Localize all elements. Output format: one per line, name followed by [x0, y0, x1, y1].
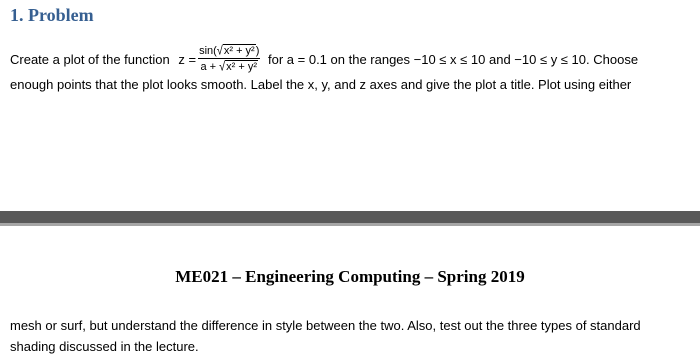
section-heading: 1. Problem	[10, 5, 94, 25]
line1-suffix: for a = 0.1 on the ranges −10 ≤ x ≤ 10 and −10 ≤ y ≤ 10. Choose	[268, 51, 639, 67]
fraction-numerator	[198, 44, 260, 58]
sin-close: )	[255, 45, 260, 57]
problem-text-line-3: mesh or surf, but understand the difference in style between the two. Also, test out the three types of standard	[10, 318, 641, 333]
problem-text-line-4: shading discussed in the lecture.	[10, 339, 199, 354]
equation-fraction	[198, 44, 260, 73]
denominator-radicand: x² + y²	[226, 61, 258, 73]
page-header-title: ME021 – Engineering Computing – Spring 2019	[175, 267, 525, 286]
sin-label: sin(	[199, 45, 217, 57]
denominator-a: a +	[200, 61, 220, 73]
numerator-radicand: x² + y²	[223, 45, 255, 57]
page-break-dark-band	[0, 211, 700, 223]
equation-lhs: z =	[178, 51, 197, 67]
problem-text-line-2: enough points that the plot looks smooth. Label the x, y, and z axes and give the plot a title. Plot using either	[10, 77, 632, 92]
line1-prefix: Create a plot of the function	[10, 51, 170, 67]
page-break-light-band	[0, 223, 700, 226]
fraction-denominator	[198, 58, 260, 73]
sqrt-symbol: √	[219, 60, 226, 74]
problem-text-line-1	[10, 46, 638, 75]
sqrt-symbol: √	[216, 44, 223, 58]
